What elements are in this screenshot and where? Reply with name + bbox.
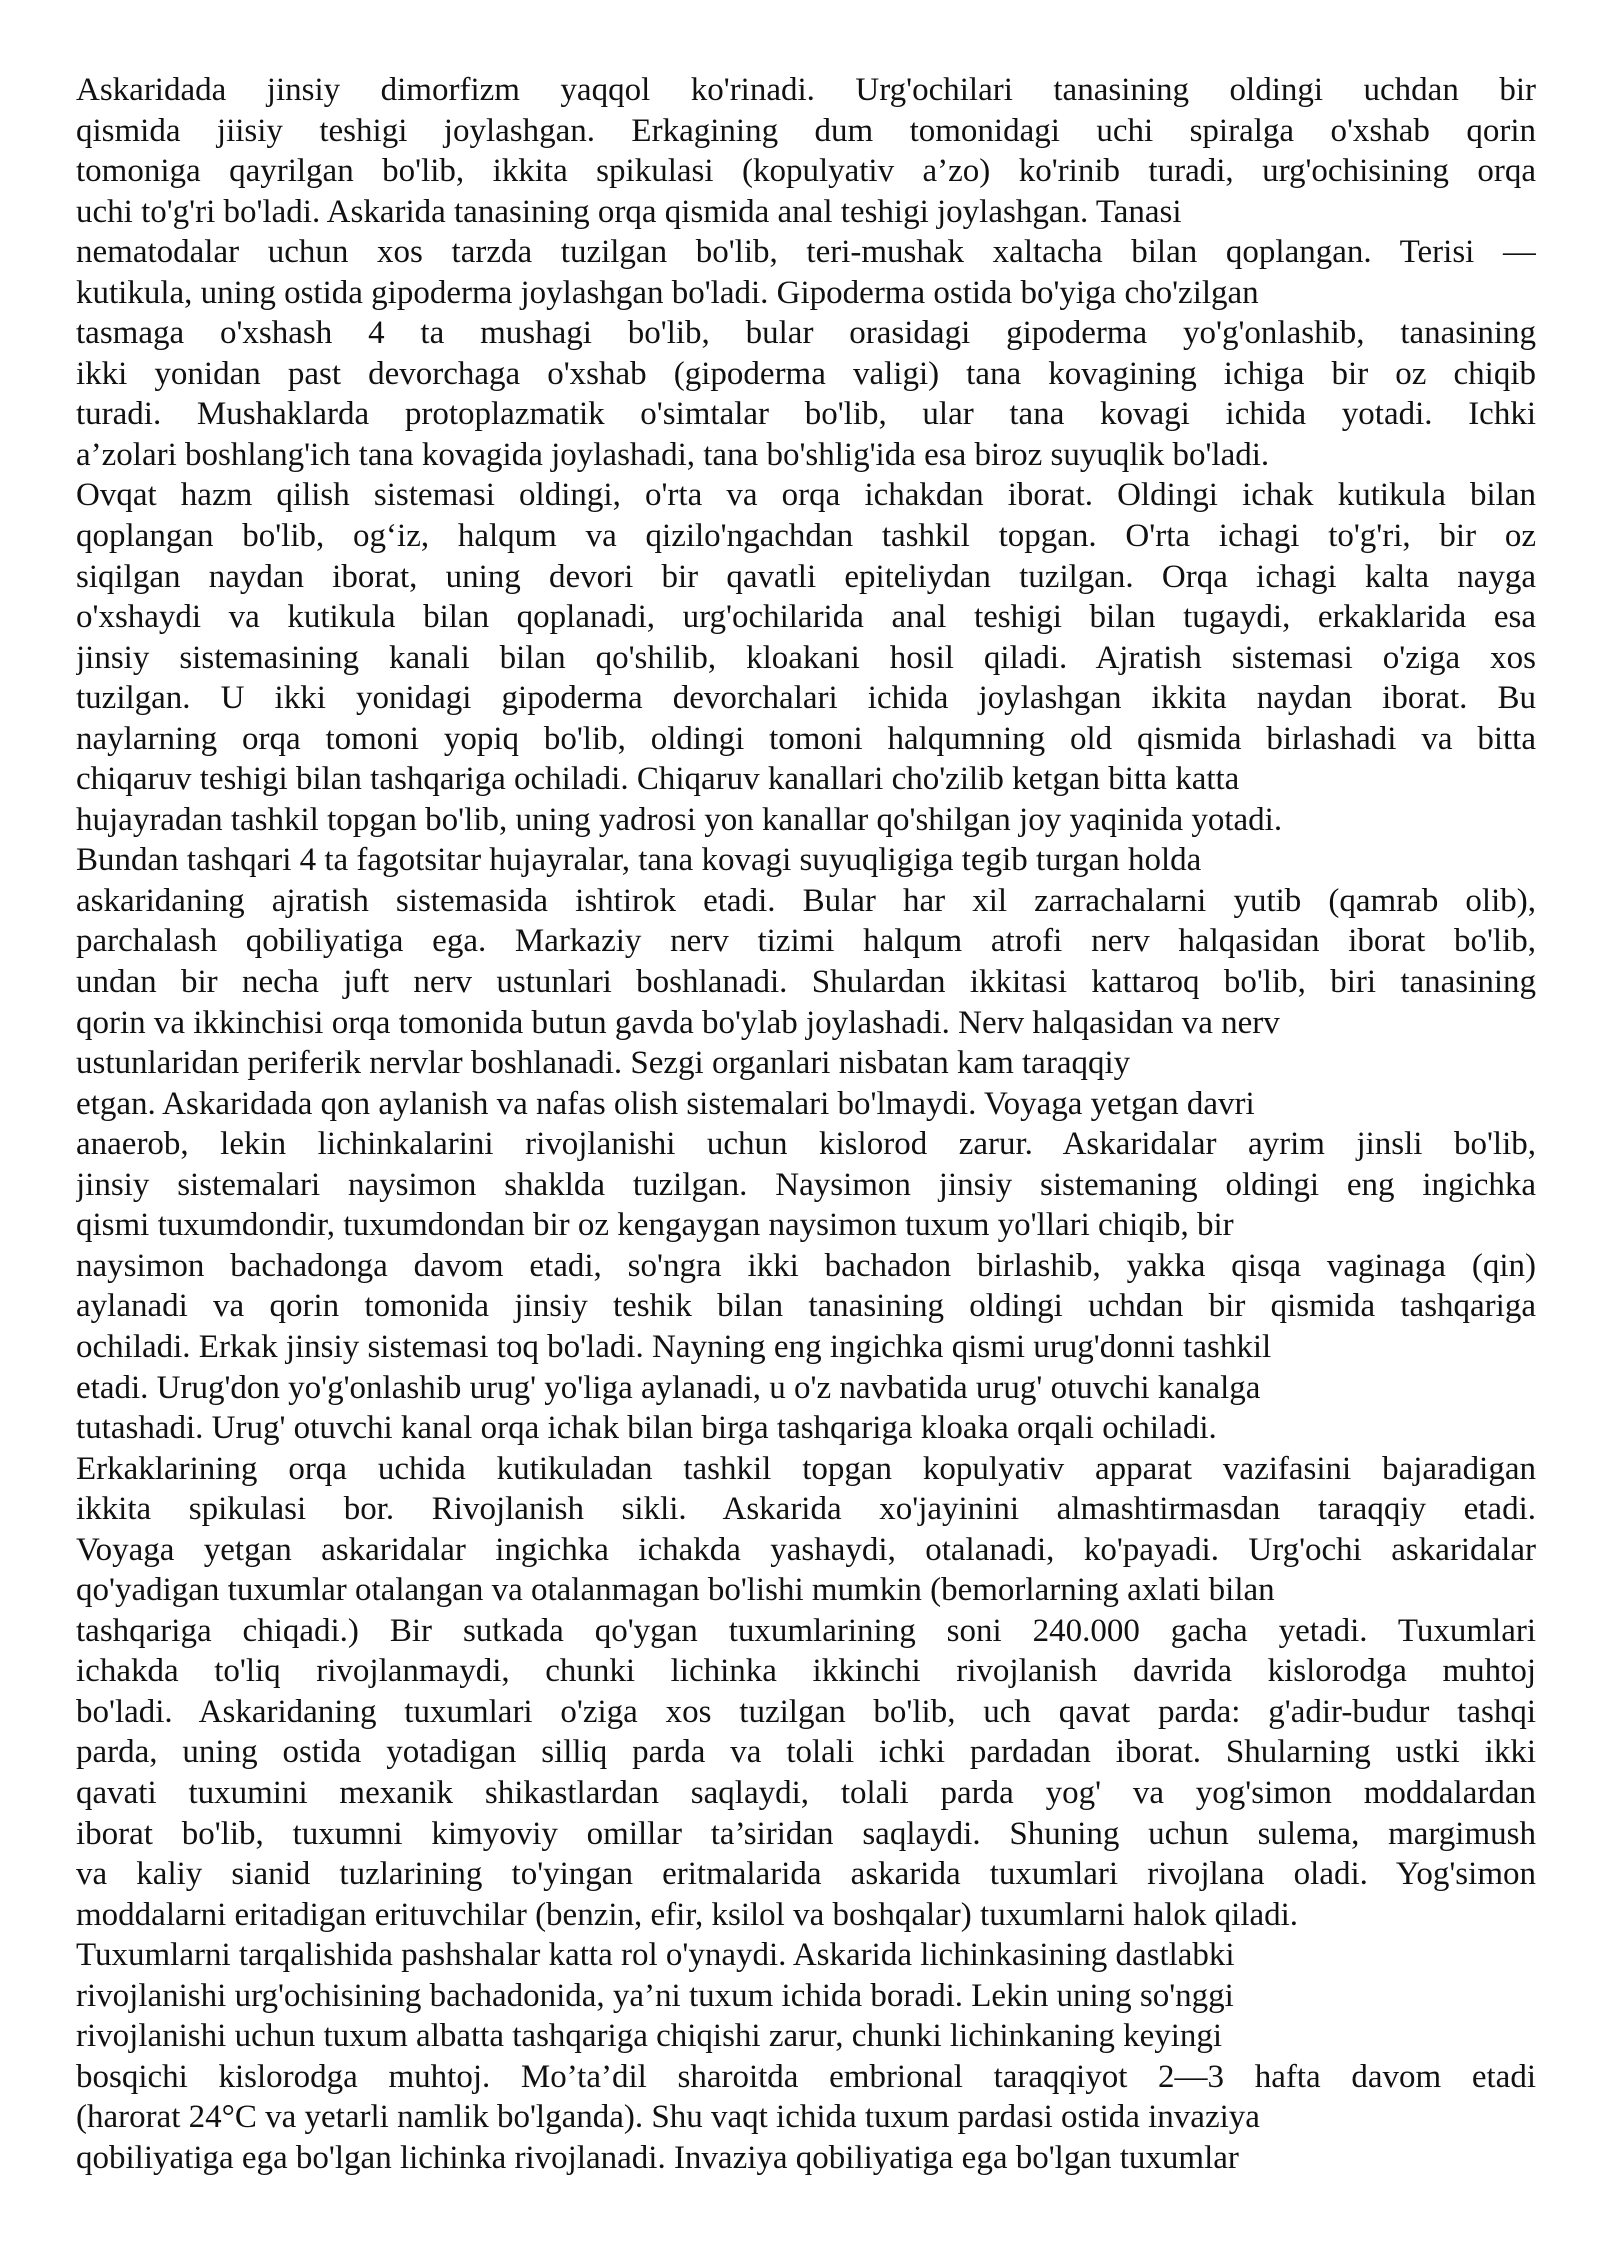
text-line: siqilgan naydan iborat, uning devori bir qavatli epiteliydan tuzilgan. Orqa ichagi kalta nayga: [76, 558, 1536, 595]
text-line: Erkaklarining orqa uchida kutikuladan tashkil topgan kopulyativ apparat vazifasini bajaradigan: [76, 1450, 1536, 1487]
text-line: tomoniga qayrilgan bo'lib, ikkita spikulasi (kopulyativ a’zo) ko'rinib turadi, urg'ochisining orqa: [76, 153, 1536, 190]
text-line: ochiladi. Erkak jinsiy sistemasi toq bo'ladi. Nayning eng ingichka qismi urug'donni tashkil: [76, 1328, 1272, 1365]
text-line: moddalarni eritadigan erituvchilar (benzin, efir, ksilol va boshqalar) tuxumlarni halok qiladi.: [76, 1896, 1299, 1933]
text-line: qismida jiisiy teshigi joylashgan. Erkagining dum tomonidagi uchi spiralga o'xshab qorin: [76, 112, 1536, 149]
text-line: a’zolari boshlang'ich tana kovagida joylashadi, tana bo'shlig'ida esa biroz suyuqlik bo'ladi.: [76, 436, 1270, 473]
text-line: rivojlanishi urg'ochisining bachadonida, ya’ni tuxum ichida boradi. Lekin uning so'nggi: [76, 1977, 1234, 2014]
text-line: bo'ladi. Askaridaning tuxumlari o'ziga xos tuzilgan bo'lib, uch qavat parda: g'adir-budur tashqi: [76, 1693, 1536, 1730]
text-line: tashqariga chiqadi.) Bir sutkada qo'ygan tuxumlarining soni 240.000 gacha yetadi. Tuxumlari: [76, 1612, 1536, 1649]
text-line: tutashadi. Urug' otuvchi kanal orqa ichak bilan birga tashqariga kloaka orqali ochiladi.: [76, 1410, 1217, 1447]
text-line: turadi. Mushaklarda protoplazmatik o'simtalar bo'lib, ular tana kovagi ichida yotadi. Ichki: [76, 396, 1536, 433]
text-line: va kaliy sianid tuzlarining to'yingan eritmalarida askarida tuxumlari rivojlana oladi. Yog'simon: [76, 1856, 1536, 1893]
text-line: parda, uning ostida yotadigan silliq parda va tolali ichki pardadan iborat. Shularning ustki ikki: [76, 1734, 1536, 1771]
text-line: Ovqat hazm qilish sistemasi oldingi, o'rta va orqa ichakdan iborat. Oldingi ichak kutikula bilan: [76, 477, 1536, 514]
text-line: o'xshaydi va kutikula bilan qoplanadi, urg'ochilarida anal teshigi bilan tugaydi, erkaklarida esa: [76, 599, 1536, 636]
text-line: ikkita spikulasi bor. Rivojlanish sikli. Askarida xo'jayinini almashtirmasdan taraqqiy etadi.: [76, 1491, 1536, 1528]
text-line: bosqichi kislorodga muhtoj. Mo’ta’dil sharoitda embrional taraqqiyot 2—3 hafta davom etadi: [76, 2058, 1536, 2095]
text-line: naylarning orqa tomoni yopiq bo'lib, oldingi tomoni halqumning old qismida birlashadi va bitta: [76, 720, 1536, 757]
text-line: aylanadi va qorin tomonida jinsiy teshik bilan tanasining oldingi uchdan bir qismida tashqariga: [76, 1288, 1536, 1325]
text-line: qavati tuxumini mexanik shikastlardan saqlaydi, tolali parda yog' va yog'simon moddalardan: [76, 1774, 1536, 1811]
text-line: parchalash qobiliyatiga ega. Markaziy nerv tizimi halqum atrofi nerv halqasidan iborat bo'lib,: [76, 923, 1536, 960]
text-line: qobiliyatiga ega bo'lgan lichinka rivojlanadi. Invaziya qobiliyatiga ega bo'lgan tuxumlar: [76, 2139, 1239, 2176]
text-line: Voyaga yetgan askaridalar ingichka ichakda yashaydi, otalanadi, ko'payadi. Urg'ochi askaridalar: [76, 1531, 1536, 1568]
text-line: qoplangan bo'lib, og‘iz, halqum va qizilo'ngachdan tashkil topgan. O'rta ichagi to'g'ri, bir oz: [76, 518, 1536, 555]
text-line: Tuxumlarni tarqalishida pashshalar katta rol o'ynaydi. Askarida lichinkasining dastlabki: [76, 1937, 1235, 1974]
text-line: ustunlaridan periferik nervlar boshlanadi. Sezgi organlari nisbatan kam taraqqiy: [76, 1045, 1131, 1082]
text-line: qismi tuxumdondir, tuxumdondan bir oz kengaygan naysimon tuxum yo'llari chiqib, bir: [76, 1207, 1234, 1244]
text-line: etgan. Askaridada qon aylanish va nafas olish sistemalari bo'lmaydi. Voyaga yetgan davri: [76, 1085, 1255, 1122]
document-page: [76, 70, 1536, 2178]
text-line: Askaridada jinsiy dimorfizm yaqqol ko'rinadi. Urg'ochilari tanasining oldingi uchdan bir: [76, 72, 1536, 108]
text-line: etadi. Urug'don yo'g'onlashib urug' yo'liga aylanadi, u o'z navbatida urug' otuvchi kanalga: [76, 1369, 1261, 1406]
text-line: tasmaga o'xshash 4 ta mushagi bo'lib, bular orasidagi gipoderma yo'g'onlashib, tanasining: [76, 315, 1536, 352]
text-line: naysimon bachadonga davom etadi, so'ngra ikki bachadon birlashib, yakka qisqa vaginaga (qin): [76, 1247, 1536, 1284]
text-line: undan bir necha juft nerv ustunlari boshlanadi. Shulardan ikkitasi kattaroq bo'lib, biri tanasining: [76, 964, 1536, 1001]
text-line: chiqaruv teshigi bilan tashqariga ochiladi. Chiqaruv kanallari cho'zilib ketgan bitta katta: [76, 761, 1240, 798]
text-line: qorin va ikkinchisi orqa tomonida butun gavda bo'ylab joylashadi. Nerv halqasidan va nerv: [76, 1004, 1280, 1041]
text-line: jinsiy sistemalari naysimon shaklda tuzilgan. Naysimon jinsiy sistemaning oldingi eng ingichka: [76, 1166, 1536, 1203]
text-line: qo'yadigan tuxumlar otalangan va otalanmagan bo'lishi mumkin (bemorlarning axlati bilan: [76, 1572, 1275, 1609]
text-line: ichakda to'liq rivojlanmaydi, chunki lichinka ikkinchi rivojlanish davrida kislorodga muhtoj: [76, 1653, 1536, 1690]
text-line: ikki yonidan past devorchaga o'xshab (gipoderma valigi) tana kovagining ichiga bir oz chiqib: [76, 355, 1536, 392]
text-line: (harorat 24°C va yetarli namlik bo'lganda). Shu vaqt ichida tuxum pardasi ostida invaziya: [76, 2099, 1260, 2136]
text-line: jinsiy sistemasining kanali bilan qo'shilib, kloakani hosil qiladi. Ajratish sistemasi o'ziga xos: [76, 639, 1536, 676]
text-line: Bundan tashqari 4 ta fagotsitar hujayralar, tana kovagi suyuqligiga tegib turgan holda: [76, 842, 1202, 879]
text-line: kutikula, uning ostida gipoderma joylashgan bo'ladi. Gipoderma ostida bo'yiga cho'zilgan: [76, 274, 1259, 311]
text-line: rivojlanishi uchun tuxum albatta tashqariga chiqishi zarur, chunki lichinkaning keyingi: [76, 2018, 1223, 2055]
text-line: iborat bo'lib, tuxumni kimyoviy omillar ta’siridan saqlaydi. Shuning uchun sulema, margimush: [76, 1815, 1536, 1852]
text-line: hujayradan tashkil topgan bo'lib, uning yadrosi yon kanallar qo'shilgan joy yaqinida yotadi.: [76, 801, 1283, 838]
text-line: askaridaning ajratish sistemasida ishtirok etadi. Bular har xil zarrachalarni yutib (qamrab olib),: [76, 882, 1536, 919]
text-line: uchi to'g'ri bo'ladi. Askarida tanasining orqa qismida anal teshigi joylashgan. Tanasi: [76, 193, 1182, 230]
text-line: anaerob, lekin lichinkalarini rivojlanishi uchun kislorod zarur. Askaridalar ayrim jinsli bo'lib,: [76, 1126, 1536, 1163]
text-line: tuzilgan. U ikki yonidagi gipoderma devorchalari ichida joylashgan ikkita naydan iborat. Bu: [76, 680, 1536, 717]
text-line: nematodalar uchun xos tarzda tuzilgan bo'lib, teri-mushak xaltacha bilan qoplangan. Terisi —: [76, 234, 1536, 271]
